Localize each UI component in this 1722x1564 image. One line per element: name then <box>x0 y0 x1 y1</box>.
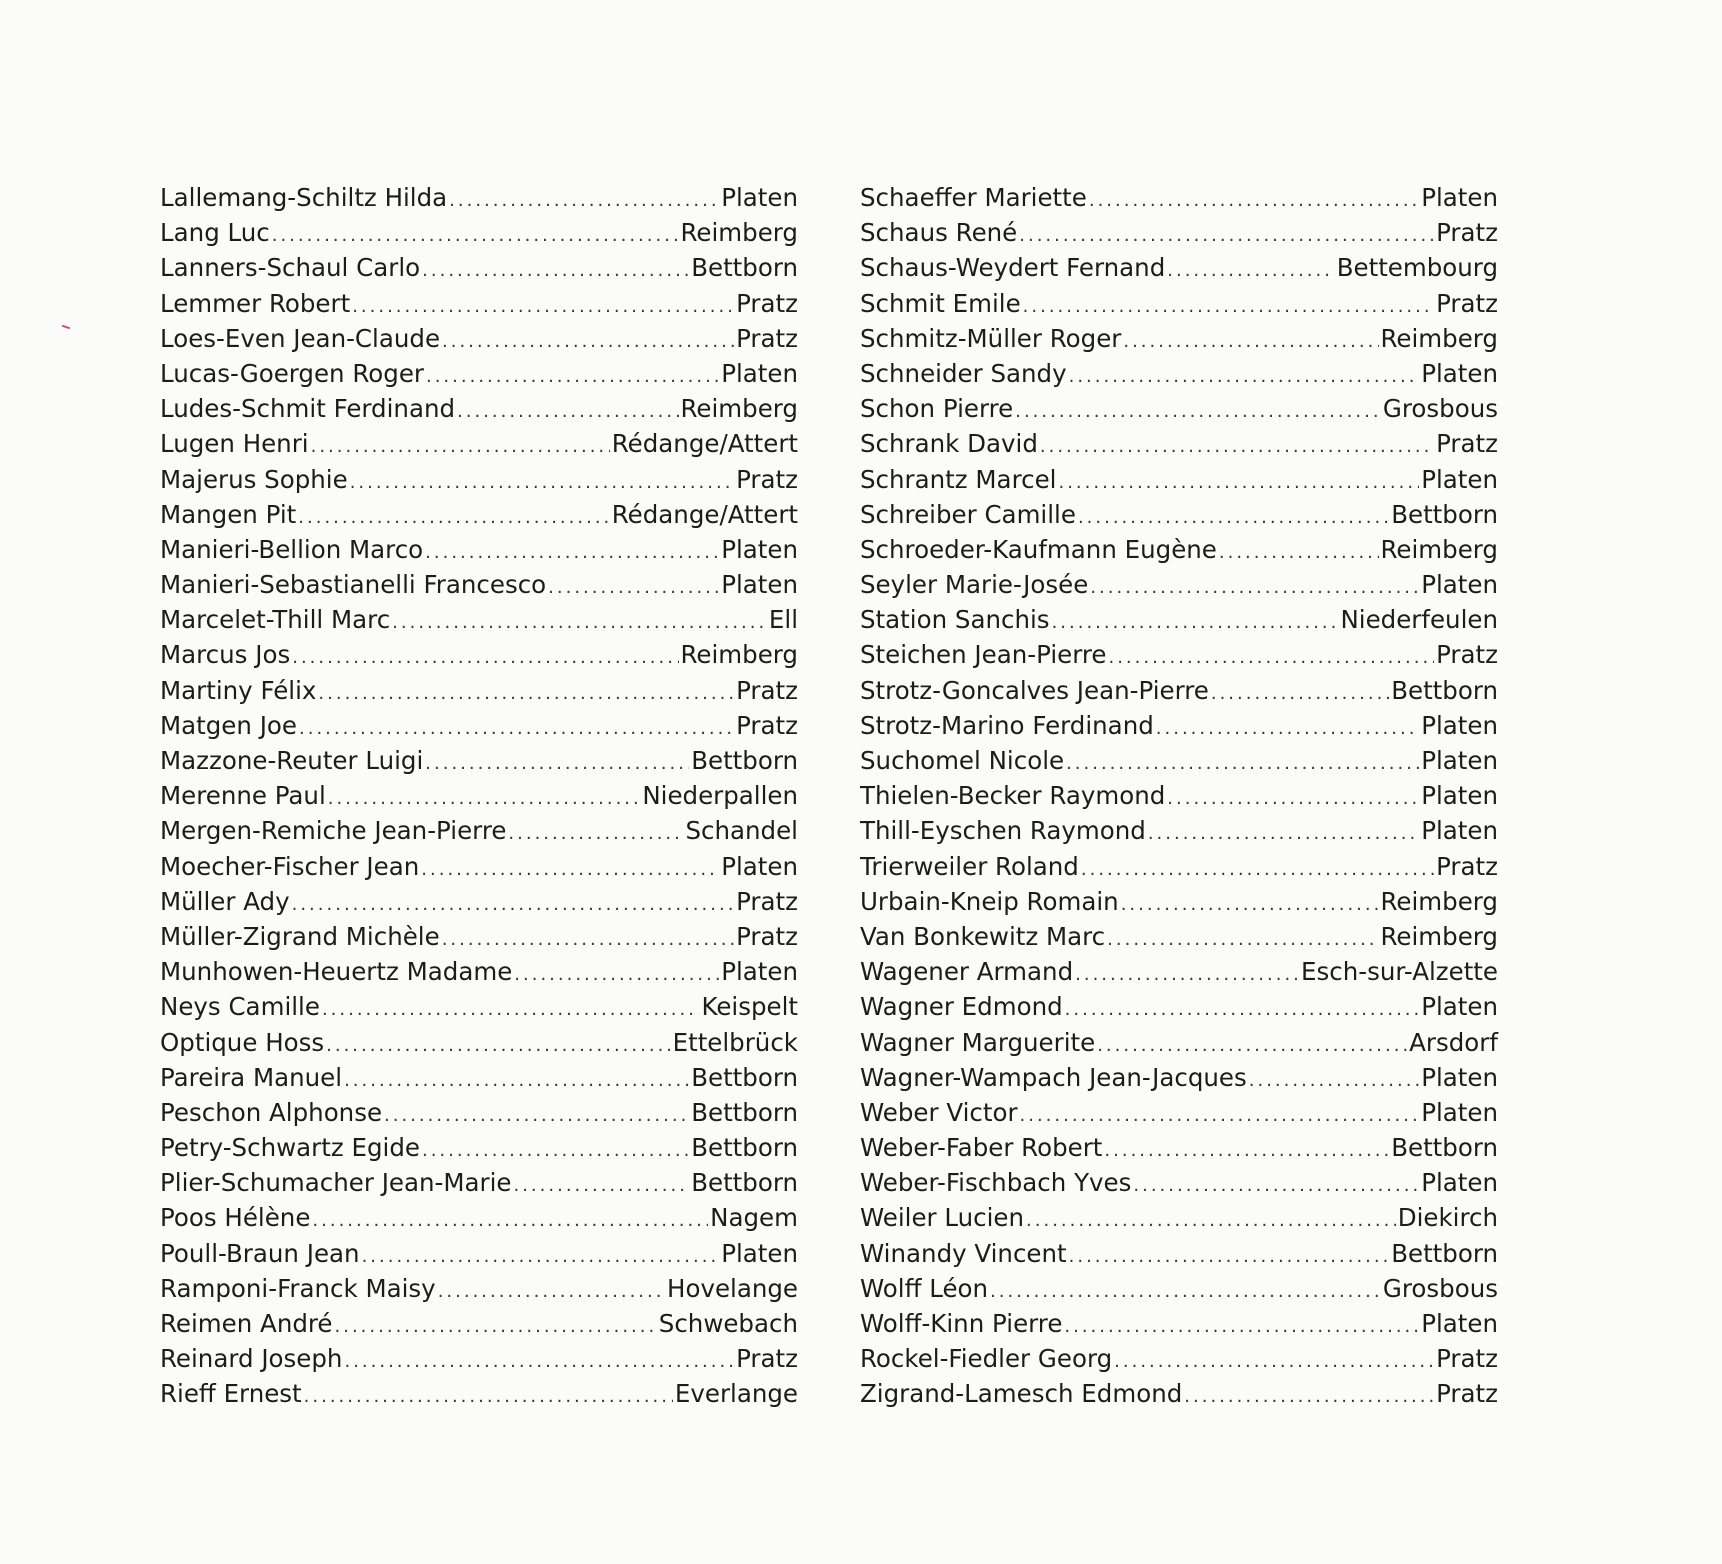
list-item <box>160 1060 798 1095</box>
entry-place: Reimberg <box>680 640 798 670</box>
entry-place: Platen <box>721 851 798 881</box>
entry-name: Ramponi-Franck Maisy <box>160 1273 436 1303</box>
entry-name: Munhowen-Heuertz Madame <box>160 957 513 987</box>
entry-name: Rockel-Fiedler Georg <box>860 1344 1113 1374</box>
list-item <box>860 1095 1498 1130</box>
list-item <box>860 1341 1498 1376</box>
entry-place: Platen <box>1421 1309 1498 1338</box>
dot-leader <box>1089 183 1419 218</box>
dot-leader <box>1019 218 1434 253</box>
entry-place: Pratz <box>1436 429 1498 459</box>
list-item <box>860 989 1498 1024</box>
list-item <box>860 497 1498 532</box>
dot-leader <box>350 465 734 500</box>
entry-place: Platen <box>1421 358 1498 388</box>
entry-name: Lucas-Goergen Roger <box>160 358 424 388</box>
list-item <box>160 215 798 250</box>
list-item <box>160 1025 798 1060</box>
entry-name: Weber-Faber Robert <box>860 1133 1103 1163</box>
entry-place: Rédange/Attert <box>611 499 798 529</box>
entry-place: Reimberg <box>1380 534 1498 564</box>
entry-name: Schmit Emile <box>860 288 1021 318</box>
dot-leader <box>1107 922 1378 957</box>
dot-leader <box>1069 1239 1390 1274</box>
list-item <box>860 1165 1498 1200</box>
entry-place: Bettborn <box>691 1133 798 1163</box>
entry-name: Lallemang-Schiltz Hilda <box>160 183 448 212</box>
dot-leader <box>1064 1309 1419 1344</box>
dot-leader <box>311 429 610 464</box>
dot-leader <box>298 500 609 535</box>
entry-name: Manieri-Sebastianelli Francesco <box>160 570 547 600</box>
entry-name: Marcelet-Thill Marc <box>160 605 391 635</box>
dot-leader <box>1090 570 1419 605</box>
entry-place: Bettborn <box>691 253 798 283</box>
entry-name: Schneider Sandy <box>860 358 1067 388</box>
entry-place: Bettborn <box>1391 1238 1498 1268</box>
entry-place: Reimberg <box>680 218 798 248</box>
left-name-column <box>160 180 798 1412</box>
dot-leader <box>1052 605 1339 640</box>
list-item <box>860 286 1498 321</box>
entry-place: Platen <box>1421 746 1498 775</box>
entry-name: Wagner Edmond <box>860 992 1063 1022</box>
entry-place: Reimberg <box>1380 323 1498 353</box>
entry-name: Marcus Jos <box>160 640 291 670</box>
entry-name: Lemmer Robert <box>160 288 351 318</box>
list-item <box>160 637 798 672</box>
dot-leader <box>442 922 734 957</box>
entry-place: Grosbous <box>1382 394 1498 424</box>
list-item <box>160 884 798 919</box>
entry-place: Pratz <box>1436 288 1498 318</box>
list-item <box>160 1200 798 1235</box>
list-item <box>860 778 1498 813</box>
list-item <box>860 1060 1498 1095</box>
list-item <box>160 286 798 321</box>
entry-name: Plier-Schumacher Jean-Marie <box>160 1168 512 1198</box>
list-item <box>860 1271 1498 1306</box>
entry-place: Bettborn <box>691 1168 798 1198</box>
list-item <box>860 1025 1498 1060</box>
entry-place: Platen <box>1421 710 1498 740</box>
entry-name: Mangen Pit <box>160 499 297 529</box>
entry-place: Niederpallen <box>642 781 798 811</box>
dot-leader <box>352 289 734 324</box>
dot-leader <box>421 852 719 887</box>
entry-place: Bettborn <box>1391 1133 1498 1163</box>
dot-leader <box>1078 500 1389 535</box>
dot-leader <box>312 1203 708 1238</box>
list-item <box>160 497 798 532</box>
dot-leader <box>1167 781 1419 816</box>
dot-leader <box>1219 535 1379 570</box>
entry-name: Wagner-Wampach Jean-Jacques <box>860 1062 1247 1092</box>
entry-place: Pratz <box>736 675 798 705</box>
entry-name: Schaus René <box>860 218 1018 248</box>
entry-place: Nagem <box>710 1203 798 1233</box>
list-item <box>860 532 1498 567</box>
entry-place: Everlange <box>674 1379 798 1409</box>
dot-leader <box>1148 816 1419 851</box>
list-item <box>160 1271 798 1306</box>
list-item <box>160 1376 798 1411</box>
dot-leader <box>318 676 734 711</box>
dot-leader <box>508 816 683 851</box>
list-item <box>860 919 1498 954</box>
entry-place: Platen <box>1421 781 1498 811</box>
entry-name: Wagener Armand <box>860 957 1074 987</box>
dot-leader <box>1081 852 1434 887</box>
entry-name: Ludes-Schmit Ferdinand <box>160 394 456 424</box>
dot-leader <box>1211 676 1389 711</box>
entry-name: Poull-Braun Jean <box>160 1238 360 1268</box>
entry-name: Lugen Henri <box>160 429 309 459</box>
entry-place: Platen <box>721 358 798 388</box>
entry-place: Bettborn <box>1391 499 1498 529</box>
entry-place: Esch-sur-Alzette <box>1301 957 1498 987</box>
entry-name: Mergen-Remiche Jean-Pierre <box>160 816 507 846</box>
list-item <box>860 215 1498 250</box>
list-item <box>860 356 1498 391</box>
entry-name: Matgen Joe <box>160 710 297 740</box>
entry-name: Optique Hoss <box>160 1027 325 1057</box>
list-item <box>160 356 798 391</box>
entry-place: Pratz <box>736 1344 798 1374</box>
dot-leader <box>548 570 719 605</box>
dot-leader <box>425 746 689 781</box>
list-item <box>860 462 1498 497</box>
entry-place: Keispelt <box>701 992 798 1022</box>
list-item <box>160 602 798 637</box>
entry-place: Ell <box>768 605 798 635</box>
list-item <box>860 1236 1498 1271</box>
entry-name: Schroeder-Kaufmann Eugène <box>860 534 1217 564</box>
entry-name: Martiny Félix <box>160 675 317 705</box>
entry-name: Lanners-Schaul Carlo <box>160 253 421 283</box>
entry-place: Ettelbrück <box>672 1027 798 1057</box>
entry-name: Poos Hélène <box>160 1203 311 1233</box>
list-item <box>860 673 1498 708</box>
list-item <box>160 1236 798 1271</box>
dot-leader <box>513 1168 689 1203</box>
list-item <box>860 884 1498 919</box>
dot-leader <box>422 1133 689 1168</box>
list-item <box>160 426 798 461</box>
dot-leader <box>990 1274 1381 1309</box>
entry-name: Schaeffer Mariette <box>860 183 1087 212</box>
list-item <box>860 849 1498 884</box>
entry-name: Van Bonkewitz Marc <box>860 921 1106 951</box>
list-item <box>160 673 798 708</box>
dot-leader <box>1114 1344 1434 1379</box>
dot-leader <box>1020 1098 1420 1133</box>
entry-place: Bettborn <box>691 1097 798 1127</box>
dot-leader <box>304 1379 673 1414</box>
list-item <box>160 321 798 356</box>
list-item <box>160 743 798 778</box>
dot-leader <box>392 605 767 640</box>
list-item <box>860 180 1498 215</box>
list-item <box>860 1376 1498 1411</box>
entry-name: Strotz-Goncalves Jean-Pierre <box>860 675 1209 705</box>
list-item <box>160 919 798 954</box>
list-item <box>160 567 798 602</box>
entry-place: Platen <box>1421 1062 1498 1092</box>
list-item <box>860 637 1498 672</box>
entry-name: Strotz-Marino Ferdinand <box>860 710 1154 740</box>
list-item <box>860 954 1498 989</box>
entry-name: Mazzone-Reuter Luigi <box>160 746 424 775</box>
entry-name: Loes-Even Jean-Claude <box>160 323 441 353</box>
dot-leader <box>1184 1379 1434 1414</box>
entry-name: Weber Victor <box>860 1097 1018 1127</box>
entry-name: Reinard Joseph <box>160 1344 343 1374</box>
dot-leader <box>1108 640 1434 675</box>
entry-name: Schrank David <box>860 429 1038 459</box>
entry-name: Schon Pierre <box>860 394 1014 424</box>
entry-name: Wolff Léon <box>860 1273 989 1303</box>
list-item <box>160 1095 798 1130</box>
entry-name: Wagner Marguerite <box>860 1027 1096 1057</box>
entry-place: Pratz <box>1436 1344 1498 1374</box>
entry-place: Platen <box>1421 570 1498 600</box>
dot-leader <box>1104 1133 1389 1168</box>
entry-name: Schaus-Weydert Fernand <box>860 253 1166 283</box>
dot-leader <box>1040 429 1434 464</box>
entry-name: Steichen Jean-Pierre <box>860 640 1107 670</box>
entry-name: Reimen André <box>160 1309 333 1338</box>
ink-mark <box>62 325 70 330</box>
entry-place: Schwebach <box>658 1309 798 1338</box>
list-item <box>160 708 798 743</box>
dot-leader <box>292 887 734 922</box>
entry-name: Schreiber Camille <box>860 499 1076 529</box>
entry-place: Rédange/Attert <box>611 429 798 459</box>
list-item <box>160 180 798 215</box>
entry-place: Platen <box>721 1238 798 1268</box>
entry-name: Petry-Schwartz Egide <box>160 1133 420 1163</box>
entry-name: Müller Ady <box>160 886 290 916</box>
list-item <box>860 567 1498 602</box>
entry-name: Merenne Paul <box>160 781 326 811</box>
dot-leader <box>1075 957 1299 992</box>
entry-place: Pratz <box>1436 851 1498 881</box>
entry-name: Müller-Zigrand Michèle <box>160 921 440 951</box>
entry-name: Seyler Marie-Josée <box>860 570 1089 600</box>
entry-name: Lang Luc <box>160 218 270 248</box>
list-item <box>160 813 798 848</box>
dot-leader <box>1015 394 1381 429</box>
entry-place: Platen <box>721 534 798 564</box>
entry-place: Pratz <box>1436 640 1498 670</box>
entry-place: Platen <box>1421 1097 1498 1127</box>
entry-place: Bettborn <box>691 746 798 775</box>
dot-leader <box>1065 992 1420 1027</box>
dot-leader <box>1249 1063 1419 1098</box>
dot-leader <box>326 1028 670 1063</box>
list-item <box>160 250 798 285</box>
dot-leader <box>292 640 678 675</box>
dot-leader <box>322 992 700 1027</box>
dot-leader <box>1066 746 1419 781</box>
list-item <box>860 250 1498 285</box>
entry-name: Suchomel Nicole <box>860 746 1065 775</box>
dot-leader <box>1097 1028 1407 1063</box>
list-item <box>160 954 798 989</box>
entry-place: Pratz <box>736 288 798 318</box>
entry-place: Pratz <box>736 464 798 494</box>
list-item <box>860 1200 1498 1235</box>
dot-leader <box>457 394 678 429</box>
entry-place: Platen <box>721 957 798 987</box>
entry-name: Wolff-Kinn Pierre <box>860 1309 1063 1338</box>
dot-leader <box>438 1274 665 1309</box>
list-item <box>160 778 798 813</box>
entry-place: Arsdorf <box>1409 1027 1498 1057</box>
entry-place: Grosbous <box>1382 1273 1498 1303</box>
entry-place: Niederfeulen <box>1340 605 1498 635</box>
list-item <box>160 1341 798 1376</box>
dot-leader <box>1156 711 1419 746</box>
dot-leader <box>1069 359 1420 394</box>
dot-leader <box>425 535 719 570</box>
entry-place: Diekirch <box>1397 1203 1498 1233</box>
list-item <box>860 391 1498 426</box>
list-item <box>160 849 798 884</box>
entry-place: Pratz <box>736 886 798 916</box>
list-item <box>860 708 1498 743</box>
entry-name: Rieff Ernest <box>160 1379 302 1409</box>
entry-name: Zigrand-Lamesch Edmond <box>860 1379 1183 1409</box>
dot-leader <box>514 957 719 992</box>
list-item <box>160 1165 798 1200</box>
entry-name: Station Sanchis <box>860 605 1050 635</box>
entry-name: Trierweiler Roland <box>860 851 1079 881</box>
entry-name: Moecher-Fischer Jean <box>160 851 420 881</box>
dot-leader <box>1058 465 1419 500</box>
right-name-column <box>860 180 1498 1412</box>
entry-place: Pratz <box>1436 218 1498 248</box>
entry-place: Platen <box>1421 464 1498 494</box>
list-item <box>860 1130 1498 1165</box>
dot-leader <box>335 1309 657 1344</box>
entry-place: Schandel <box>685 816 798 846</box>
entry-name: Majerus Sophie <box>160 464 348 494</box>
list-item <box>860 743 1498 778</box>
dot-leader <box>442 324 734 359</box>
entry-place: Hovelange <box>667 1273 798 1303</box>
entry-place: Platen <box>721 183 798 212</box>
dot-leader <box>449 183 719 218</box>
entry-name: Weiler Lucien <box>860 1203 1025 1233</box>
dot-leader <box>426 359 719 394</box>
entry-name: Manieri-Bellion Marco <box>160 534 424 564</box>
list-item <box>160 462 798 497</box>
entry-place: Reimberg <box>1380 886 1498 916</box>
dot-leader <box>1023 289 1434 324</box>
dot-leader <box>422 253 689 288</box>
list-item <box>860 813 1498 848</box>
entry-place: Platen <box>721 570 798 600</box>
entry-name: Neys Camille <box>160 992 320 1022</box>
entry-place: Platen <box>1421 816 1498 846</box>
entry-name: Thielen-Becker Raymond <box>860 781 1166 811</box>
dot-leader <box>384 1098 689 1133</box>
list-item <box>860 321 1498 356</box>
dot-leader <box>344 1063 689 1098</box>
dot-leader <box>328 781 641 816</box>
dot-leader <box>272 218 679 253</box>
entry-place: Pratz <box>736 323 798 353</box>
list-item <box>860 602 1498 637</box>
entry-place: Pratz <box>1436 1379 1498 1409</box>
entry-place: Bettborn <box>691 1062 798 1092</box>
entry-place: Platen <box>1421 1168 1498 1198</box>
entry-place: Bettembourg <box>1336 253 1498 283</box>
entry-name: Schmitz-Müller Roger <box>860 323 1122 353</box>
dot-leader <box>1026 1203 1396 1238</box>
entry-place: Bettborn <box>1391 675 1498 705</box>
dot-leader <box>344 1344 734 1379</box>
list-item <box>860 1306 1498 1341</box>
entry-name: Thill-Eyschen Raymond <box>860 816 1146 846</box>
entry-place: Platen <box>1421 992 1498 1022</box>
entry-name: Weber-Fischbach Yves <box>860 1168 1132 1198</box>
entry-name: Winandy Vincent <box>860 1238 1067 1268</box>
entry-name: Pareira Manuel <box>160 1062 343 1092</box>
dot-leader <box>362 1239 720 1274</box>
list-item <box>160 1306 798 1341</box>
entry-place: Reimberg <box>1380 921 1498 951</box>
list-item <box>160 1130 798 1165</box>
dot-leader <box>1121 887 1379 922</box>
dot-leader <box>1123 324 1378 359</box>
entry-name: Urbain-Kneip Romain <box>860 886 1119 916</box>
list-item <box>160 391 798 426</box>
dot-leader <box>299 711 734 746</box>
list-item <box>160 989 798 1024</box>
entry-place: Pratz <box>736 921 798 951</box>
entry-place: Reimberg <box>680 394 798 424</box>
entry-place: Pratz <box>736 710 798 740</box>
list-item <box>860 426 1498 461</box>
dot-leader <box>1133 1168 1419 1203</box>
dot-leader <box>1167 253 1334 288</box>
entry-name: Schrantz Marcel <box>860 464 1057 494</box>
list-item <box>160 532 798 567</box>
entry-place: Platen <box>1421 183 1498 212</box>
entry-name: Peschon Alphonse <box>160 1097 383 1127</box>
